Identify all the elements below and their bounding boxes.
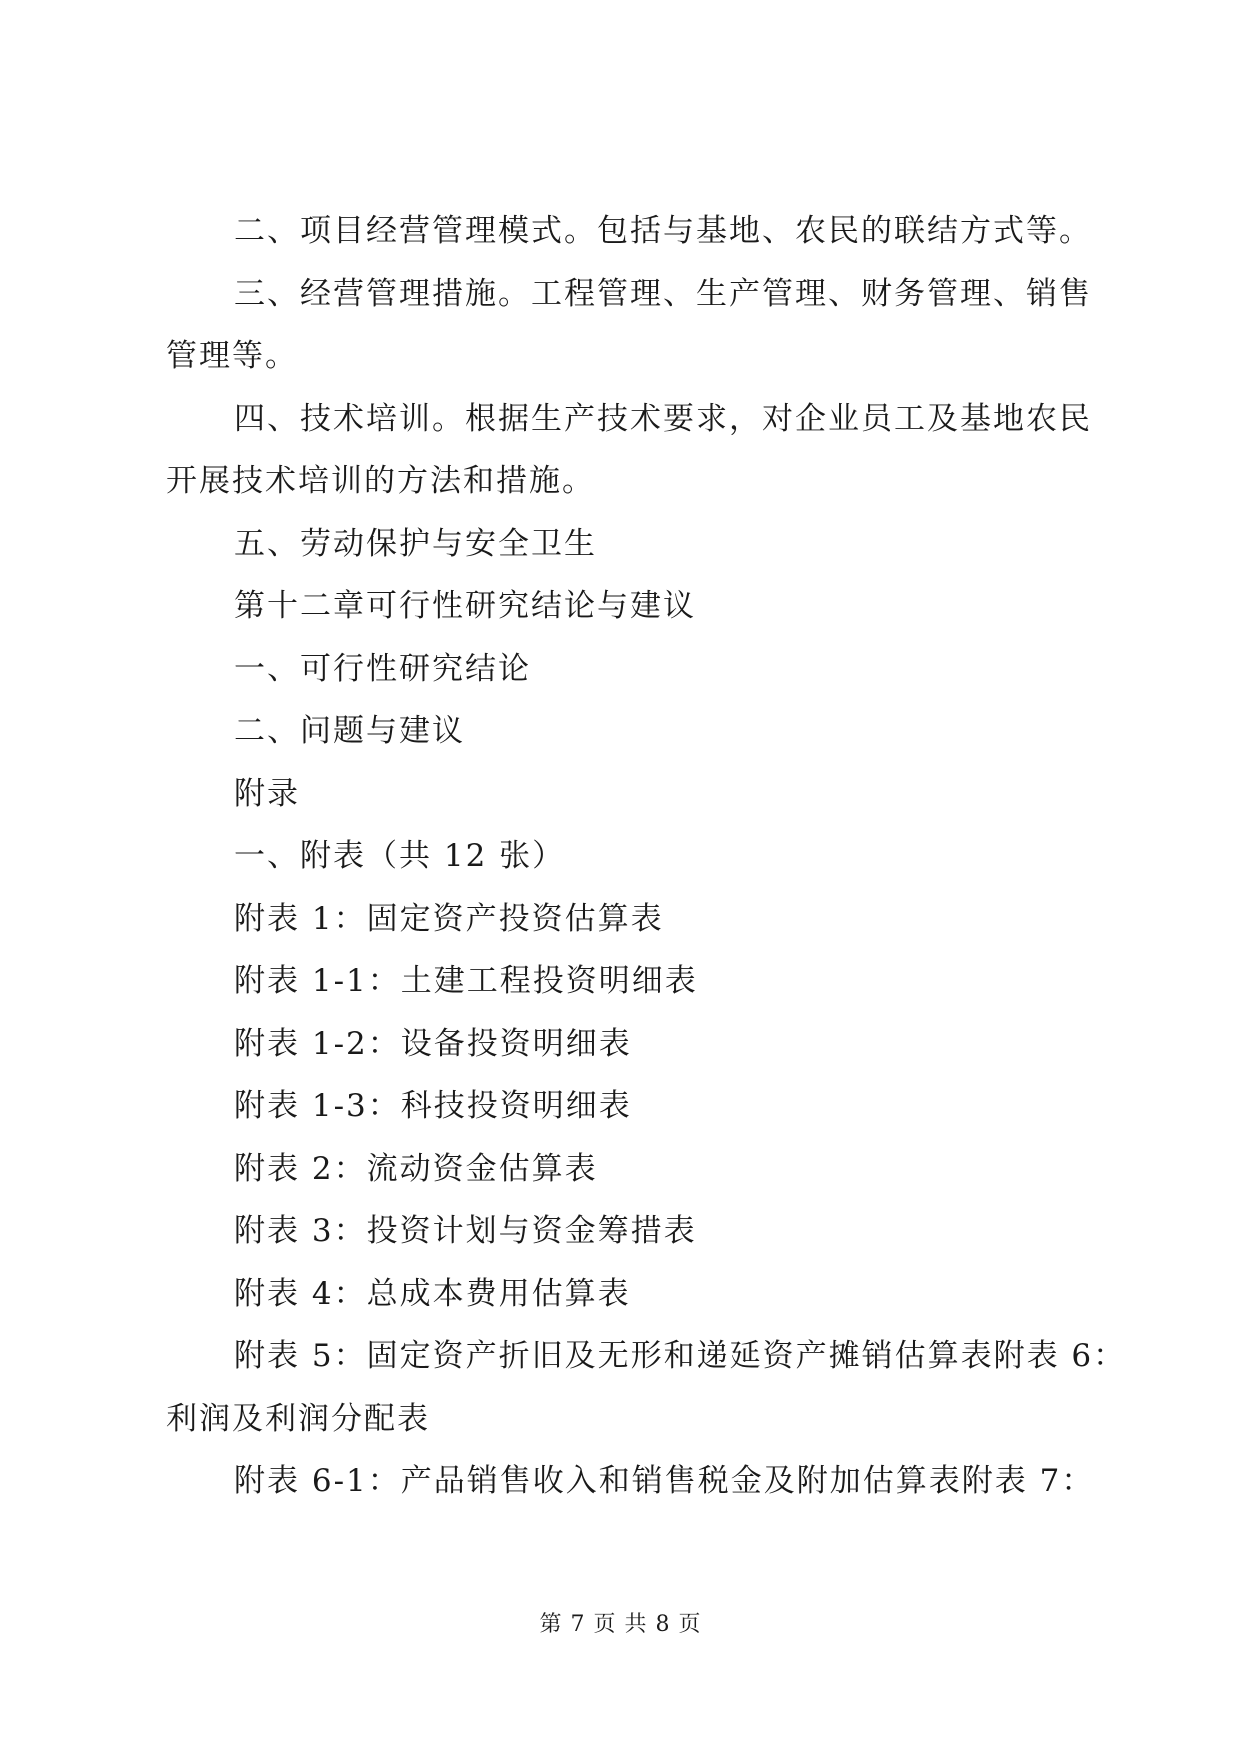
appendix-item: 附表 1-3：科技投资明细表	[234, 1088, 632, 1124]
appendix-item: 附表 5：固定资产折旧及无形和递延资产摊销估算表附表 6：	[234, 1338, 1127, 1374]
text-line: 四、技术培训。根据生产技术要求，对企业员工及基地农民	[234, 400, 1092, 437]
section-heading: 一、可行性研究结论	[234, 650, 531, 687]
text-line: 管理等。	[166, 338, 298, 374]
page-number-footer: 第 7 页 共 8 页	[539, 1612, 702, 1637]
document-body	[166, 200, 1127, 1513]
appendix-item: 附表 2：流动资金估算表	[234, 1150, 598, 1187]
section-heading: 五、劳动保护与安全卫生	[234, 525, 597, 562]
appendix-heading: 附录	[234, 775, 300, 812]
text-line: 三、经营管理措施。工程管理、生产管理、财务管理、销售	[234, 275, 1092, 312]
section-heading: 二、问题与建议	[234, 713, 465, 749]
appendix-item: 附表 1-2：设备投资明细表	[234, 1025, 632, 1062]
appendix-item: 附表 6-1：产品销售收入和销售税金及附加估算表附表 7：	[234, 1463, 1095, 1499]
appendix-item: 附表 4：总成本费用估算表	[234, 1275, 631, 1312]
appendix-item: 附表 1：固定资产投资估算表	[234, 900, 664, 937]
section-heading: 一、附表（共 12 张）	[234, 838, 566, 874]
appendix-item: 附表 3：投资计划与资金筹措表	[234, 1213, 697, 1249]
appendix-item: 利润及利润分配表	[166, 1400, 430, 1437]
appendix-item: 附表 1-1：土建工程投资明细表	[234, 963, 698, 999]
text-line: 二、项目经营管理模式。包括与基地、农民的联结方式等。	[234, 213, 1092, 249]
text-line: 开展技术培训的方法和措施。	[166, 463, 595, 499]
chapter-heading: 第十二章可行性研究结论与建议	[234, 588, 696, 624]
